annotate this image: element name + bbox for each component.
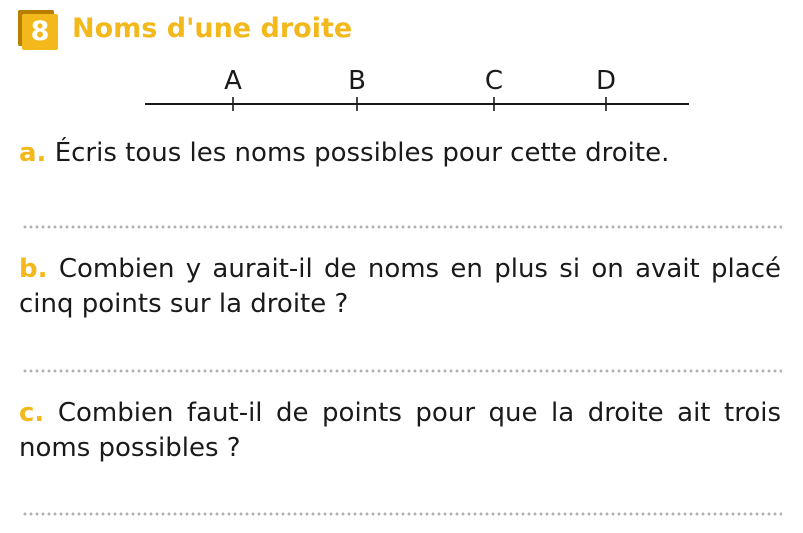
- question-c-letter: c.: [19, 398, 45, 428]
- answer-line-b[interactable]: [22, 369, 782, 373]
- question-a: [19, 136, 781, 171]
- exercise-number-badge: 8: [22, 14, 58, 50]
- question-b: [19, 252, 781, 322]
- exercise-title: Noms d'une droite: [72, 13, 353, 44]
- answer-line-a[interactable]: [22, 225, 782, 229]
- question-a-text: Écris tous les noms possibles pour cette droite.: [54, 138, 670, 168]
- question-c: [19, 396, 781, 466]
- point-d-label: D: [595, 66, 617, 96]
- question-c-text: Combien faut-il de points pour que la droite ait trois noms possibles ?: [19, 398, 782, 463]
- answer-line-c[interactable]: [22, 512, 782, 516]
- point-b-label: B: [348, 66, 366, 96]
- question-a-letter: a.: [19, 138, 47, 168]
- point-c-label: C: [484, 66, 504, 96]
- question-b-text: Combien y aurait-il de noms en plus si on avait placé cinq points sur la droite ?: [19, 254, 782, 319]
- point-a-label: A: [224, 66, 242, 96]
- question-b-letter: b.: [19, 254, 48, 284]
- line-figure: [0, 55, 803, 125]
